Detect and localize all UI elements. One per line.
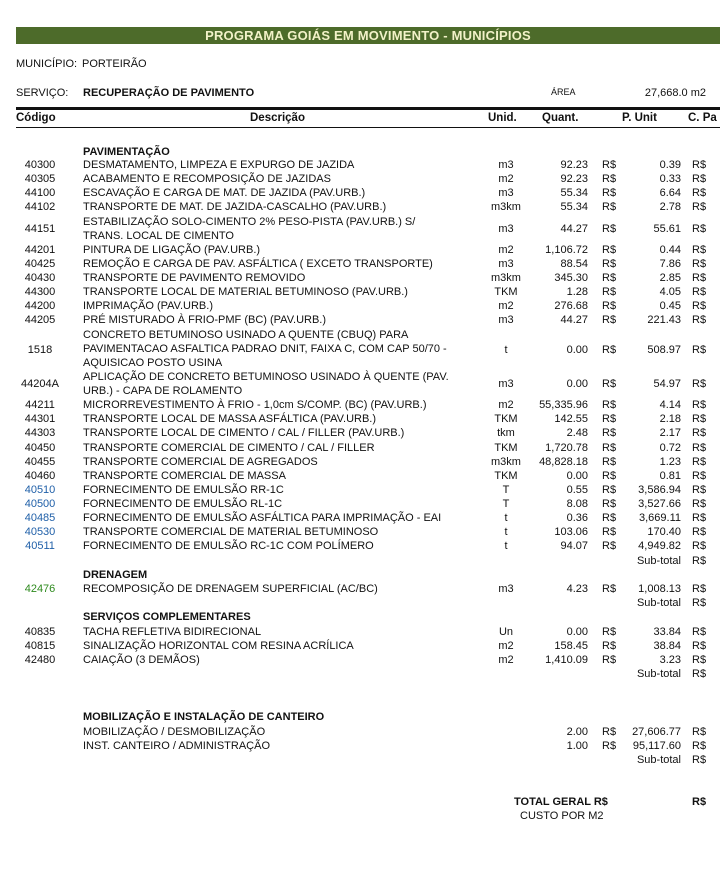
currency: R$: [692, 654, 707, 666]
item-unit: tkm: [497, 427, 515, 439]
currency: R$: [602, 654, 617, 666]
item-code: 44204A: [21, 378, 59, 390]
item-qty: 44.27: [560, 314, 588, 326]
currency: R$: [602, 413, 617, 425]
item-code: 40425: [24, 258, 56, 270]
item-desc: FORNECIMENTO DE EMULSÃO ASFÁLTICA PARA IMPRIMAÇÃO - EAI: [83, 512, 442, 524]
currency: R$: [602, 442, 617, 454]
subtotal-row: [0, 667, 720, 681]
table-row: [0, 625, 720, 639]
total-geral-label: TOTAL GERAL R$: [514, 796, 608, 808]
item-code: 44300: [24, 286, 56, 298]
item-desc: RECOMPOSIÇÃO DE DRENAGEM SUPERFICIAL (AC/BC): [83, 583, 378, 595]
item-desc: MICRORREVESTIMENTO À FRIO - 1,0cm S/COMP. (BC) (PAV.URB.): [83, 399, 427, 411]
item-unit: m3: [498, 223, 514, 235]
currency: R$: [692, 726, 707, 738]
currency: R$: [602, 526, 617, 538]
table-row: [0, 426, 720, 440]
currency: R$: [602, 314, 617, 326]
item-unit: TKM: [494, 470, 518, 482]
col-cpar: C. Pa: [688, 112, 717, 124]
item-code: 40510: [24, 484, 56, 496]
item-code: 40460: [24, 470, 56, 482]
currency: R$: [692, 300, 707, 312]
item-desc: IMPRIMAÇÃO (PAV.URB.): [83, 300, 213, 312]
currency: R$: [692, 583, 707, 595]
currency: R$: [692, 427, 707, 439]
table-row: [0, 215, 720, 243]
currency: R$: [692, 484, 707, 496]
item-unit: t: [504, 344, 508, 356]
currency: R$: [602, 272, 617, 284]
currency: R$: [692, 223, 707, 235]
currency: R$: [692, 314, 707, 326]
header-bottom-rule: [16, 127, 720, 128]
item-unit: m3km: [491, 272, 521, 284]
currency: R$: [692, 555, 707, 567]
item-price: 54.97: [653, 378, 681, 390]
currency: R$: [692, 258, 707, 270]
item-code: 40305: [24, 173, 56, 185]
item-qty: 44.27: [560, 223, 588, 235]
total-currency: R$: [692, 796, 707, 808]
item-desc: PRÉ MISTURADO À FRIO-PMF (BC) (PAV.URB.): [83, 314, 327, 326]
item-code: 44205: [24, 314, 56, 326]
currency: R$: [692, 378, 707, 390]
item-desc: TRANSPORTE COMERCIAL DE MASSA: [83, 470, 286, 482]
item-qty: 2.00: [566, 726, 588, 738]
table-row: [0, 158, 720, 172]
currency: R$: [602, 740, 617, 752]
item-desc: ACABAMENTO E RECOMPOSIÇÃO DE JAZIDAS: [83, 173, 331, 185]
col-unid: Unid.: [488, 112, 517, 124]
item-desc: ESCAVAÇÃO E CARGA DE MAT. DE JAZIDA (PAV.URB.): [83, 187, 366, 199]
item-qty: 1,106.72: [545, 244, 588, 256]
currency: R$: [602, 427, 617, 439]
item-price: 7.86: [659, 258, 681, 270]
item-desc: TRANSPORTE COMERCIAL DE AGREGADOS: [83, 456, 318, 468]
table-row: [0, 172, 720, 186]
item-qty: 276.68: [554, 300, 588, 312]
subtotal-label: Sub-total: [636, 555, 681, 567]
item-desc: APLICAÇÃO DE CONCRETO BETUMINOSO USINADO À QUENTE (PAV. URB.) - CAPA DE ROLAMENTO: [83, 371, 449, 397]
item-code: 40511: [25, 540, 55, 552]
item-desc: MOBILIZAÇÃO / DESMOBILIZAÇÃO: [83, 726, 266, 738]
currency: R$: [602, 378, 617, 390]
section-pavimentacao: PAVIMENTAÇÃO: [83, 146, 170, 158]
currency: R$: [602, 583, 617, 595]
item-unit: t: [504, 526, 508, 538]
col-descricao: Descrição: [250, 112, 305, 124]
item-code: 40815: [24, 640, 56, 652]
item-price: 0.81: [659, 470, 681, 482]
item-desc: REMOÇÃO E CARGA DE PAV. ASFÁLTICA ( EXCETO TRANSPORTE): [83, 258, 433, 270]
item-desc: FORNECIMENTO DE EMULSÃO RL-1C: [83, 498, 283, 510]
currency: R$: [692, 640, 707, 652]
item-price: 2.17: [659, 427, 681, 439]
currency: R$: [692, 668, 707, 680]
currency: R$: [602, 498, 617, 510]
custo-por-m2-label: CUSTO POR M2: [520, 810, 604, 822]
item-desc: TACHA REFLETIVA BIDIRECIONAL: [83, 626, 262, 638]
currency: R$: [692, 201, 707, 213]
item-price: 3,527.66: [638, 498, 681, 510]
currency: R$: [602, 470, 617, 482]
currency: R$: [602, 159, 617, 171]
table-row: [0, 370, 720, 398]
currency: R$: [602, 173, 617, 185]
currency: R$: [692, 626, 707, 638]
col-codigo: Código: [16, 112, 56, 124]
item-code: 44151: [24, 223, 56, 235]
item-desc: TRANSPORTE COMERCIAL DE CIMENTO / CAL / FILLER: [83, 442, 375, 454]
table-row: [0, 398, 720, 412]
item-code: 40530: [24, 526, 56, 538]
currency: R$: [692, 272, 707, 284]
item-qty: 88.54: [560, 258, 588, 270]
item-price: 95,117.60: [632, 740, 681, 752]
table-row: [0, 285, 720, 299]
item-code: 40485: [24, 512, 56, 524]
section-complementares: SERVIÇOS COMPLEMENTARES: [83, 611, 251, 623]
item-unit: m3: [498, 159, 514, 171]
currency: R$: [692, 470, 707, 482]
item-unit: T: [502, 498, 510, 510]
item-desc: TRANSPORTE LOCAL DE CIMENTO / CAL / FILLER (PAV.URB.): [83, 427, 405, 439]
subtotal-label: Sub-total: [636, 754, 681, 766]
table-row: [0, 725, 720, 739]
item-price: 221.43: [647, 314, 681, 326]
item-code: 42480: [24, 654, 56, 666]
currency: R$: [692, 413, 707, 425]
currency: R$: [602, 726, 617, 738]
item-unit: m3km: [491, 456, 521, 468]
currency: R$: [692, 244, 707, 256]
item-desc: INST. CANTEIRO / ADMINISTRAÇÃO: [83, 740, 271, 752]
item-desc: DESMATAMENTO, LIMPEZA E EXPURGO DE JAZIDA: [83, 159, 355, 171]
table-row: [0, 455, 720, 469]
table-row: [0, 582, 720, 596]
area-label: ÁREA: [551, 87, 576, 97]
item-code: 42476: [24, 583, 56, 595]
section-drenagem: DRENAGEM: [83, 569, 148, 581]
table-row: [0, 257, 720, 271]
currency: R$: [602, 512, 617, 524]
currency: R$: [692, 344, 707, 356]
item-price: 0.45: [659, 300, 681, 312]
item-price: 3.23: [659, 654, 681, 666]
section-mobilizacao: MOBILIZAÇÃO E INSTALAÇÃO DE CANTEIRO: [83, 711, 325, 723]
currency: R$: [692, 159, 707, 171]
item-price: 2.85: [659, 272, 681, 284]
item-price: 0.33: [659, 173, 681, 185]
item-price: 0.72: [659, 442, 681, 454]
currency: R$: [692, 512, 707, 524]
item-unit: T: [502, 484, 510, 496]
item-qty: 55.34: [560, 187, 588, 199]
currency: R$: [692, 540, 707, 552]
item-qty: 1.28: [566, 286, 588, 298]
item-qty: 92.23: [560, 159, 588, 171]
item-qty: 0.00: [566, 344, 588, 356]
item-qty: 55.34: [560, 201, 588, 213]
table-row: [0, 739, 720, 753]
item-unit: m2: [498, 173, 514, 185]
item-qty: 1,720.78: [545, 442, 588, 454]
item-price: 33.84: [653, 626, 681, 638]
table-row: [0, 313, 720, 327]
item-price: 170.40: [647, 526, 681, 538]
item-desc: SINALIZAÇÃO HORIZONTAL COM RESINA ACRÍLICA: [83, 640, 354, 652]
municipio-value: PORTEIRÃO: [82, 58, 147, 70]
item-code: 44211: [25, 399, 55, 411]
item-qty: 103.06: [554, 526, 588, 538]
currency: R$: [602, 201, 617, 213]
item-qty: 0.00: [566, 626, 588, 638]
item-desc: CAIAÇÃO (3 DEMÃOS): [83, 654, 200, 666]
col-quant: Quant.: [542, 112, 579, 124]
currency: R$: [602, 540, 617, 552]
item-desc: PINTURA DE LIGAÇÃO (PAV.URB.): [83, 244, 261, 256]
currency: R$: [602, 640, 617, 652]
item-code: 40500: [24, 498, 56, 510]
item-code: 44201: [24, 244, 56, 256]
currency: R$: [602, 286, 617, 298]
item-price: 2.78: [659, 201, 681, 213]
currency: R$: [692, 442, 707, 454]
item-price: 2.18: [659, 413, 681, 425]
item-unit: m3km: [491, 201, 521, 213]
subtotal-label: Sub-total: [636, 597, 681, 609]
table-row: [0, 271, 720, 285]
currency: R$: [602, 258, 617, 270]
item-qty: 2.48: [566, 427, 588, 439]
item-desc: FORNECIMENTO DE EMULSÃO RC-1C COM POLÍMERO: [83, 540, 374, 552]
item-price: 1,008.13: [638, 583, 681, 595]
currency: R$: [692, 399, 707, 411]
item-price: 4,949.82: [638, 540, 681, 552]
item-unit: m3: [498, 583, 514, 595]
item-qty: 158.45: [554, 640, 588, 652]
table-row: [0, 511, 720, 525]
currency: R$: [602, 187, 617, 199]
item-desc: TRANSPORTE DE PAVIMENTO REMOVIDO: [83, 272, 306, 284]
item-code: 44100: [24, 187, 56, 199]
item-qty: 345.30: [554, 272, 588, 284]
table-row: [0, 412, 720, 426]
currency: R$: [692, 456, 707, 468]
table-row: [0, 497, 720, 511]
item-unit: Un: [498, 626, 514, 638]
item-unit: m3: [498, 378, 514, 390]
item-desc: TRANSPORTE LOCAL DE MATERIAL BETUMINOSO (PAV.URB.): [83, 286, 408, 298]
area-value: 27,668.0 m2: [644, 87, 706, 99]
item-qty: 0.55: [566, 484, 588, 496]
currency: R$: [692, 173, 707, 185]
subtotal-row: [0, 753, 720, 767]
item-code: 1518: [27, 344, 53, 356]
item-price: 508.97: [647, 344, 681, 356]
item-unit: TKM: [494, 286, 518, 298]
currency: R$: [602, 484, 617, 496]
item-unit: m3: [498, 314, 514, 326]
item-price: 55.61: [653, 223, 681, 235]
item-desc: ESTABILIZAÇÃO SOLO-CIMENTO 2% PESO-PISTA (PAV.URB.) S/ TRANS. LOCAL DE CIMENTO: [83, 216, 416, 242]
currency: R$: [602, 626, 617, 638]
currency: R$: [692, 187, 707, 199]
servico-label: SERVIÇO:: [16, 87, 69, 99]
table-row: [0, 328, 720, 370]
item-price: 1.23: [659, 456, 681, 468]
item-unit: m3: [498, 258, 514, 270]
table-row: [0, 539, 720, 553]
item-qty: 142.55: [554, 413, 588, 425]
currency: R$: [692, 526, 707, 538]
item-qty: 0.00: [566, 470, 588, 482]
table-row: [0, 243, 720, 257]
item-code: 40300: [24, 159, 56, 171]
item-price: 4.14: [659, 399, 681, 411]
item-desc: FORNECIMENTO DE EMULSÃO RR-1C: [83, 484, 284, 496]
item-unit: m3: [498, 187, 514, 199]
table-row: [0, 469, 720, 483]
item-price: 38.84: [653, 640, 681, 652]
item-code: 40835: [24, 626, 56, 638]
item-code: 44102: [24, 201, 56, 213]
municipio-label: MUNICÍPIO:: [16, 58, 78, 70]
item-qty: 1.00: [566, 740, 588, 752]
item-price: 0.39: [659, 159, 681, 171]
item-price: 27,606.77: [632, 726, 681, 738]
subtotal-row: [0, 596, 720, 610]
item-unit: m2: [498, 654, 514, 666]
item-qty: 8.08: [566, 498, 588, 510]
item-code: 44301: [24, 413, 56, 425]
item-qty: 0.36: [566, 512, 588, 524]
table-row: [0, 186, 720, 200]
currency: R$: [602, 399, 617, 411]
item-code: 40450: [24, 442, 56, 454]
table-row: [0, 299, 720, 313]
table-row: [0, 200, 720, 214]
currency: R$: [602, 344, 617, 356]
item-price: 3,586.94: [638, 484, 681, 496]
item-unit: t: [504, 540, 508, 552]
item-code: 44303: [24, 427, 56, 439]
item-unit: t: [504, 512, 508, 524]
item-qty: 92.23: [560, 173, 588, 185]
item-desc: CONCRETO BETUMINOSO USINADO A QUENTE (CBUQ) PARA PAVIMENTACAO ASFALTICA PADRAO DNIT, FAIXA C, COM CAP 50/70 - AQUISICAO POSTO USINA: [83, 329, 447, 369]
currency: R$: [602, 223, 617, 235]
item-desc: TRANSPORTE LOCAL DE MASSA ASFÁLTICA (PAV.URB.): [83, 413, 377, 425]
item-price: 3,669.11: [638, 512, 681, 524]
table-row: [0, 441, 720, 455]
col-punit: P. Unit: [622, 112, 657, 124]
currency: R$: [602, 244, 617, 256]
subtotal-label: Sub-total: [636, 668, 681, 680]
item-unit: m2: [498, 300, 514, 312]
item-desc: TRANSPORTE COMERCIAL DE MATERIAL BETUMINOSO: [83, 526, 379, 538]
item-qty: 48,828.18: [539, 456, 588, 468]
currency: R$: [692, 286, 707, 298]
item-qty: 55,335.96: [539, 399, 588, 411]
subtotal-row: [0, 554, 720, 568]
item-code: 40455: [24, 456, 56, 468]
table-row: [0, 639, 720, 653]
item-price: 0.44: [659, 244, 681, 256]
servico-value: RECUPERAÇÃO DE PAVIMENTO: [83, 87, 255, 99]
item-unit: m2: [498, 399, 514, 411]
header-top-rule: [16, 107, 720, 110]
item-desc: TRANSPORTE DE MAT. DE JAZIDA-CASCALHO (PAV.URB.): [83, 201, 387, 213]
table-row: [0, 653, 720, 667]
item-code: 44200: [24, 300, 56, 312]
currency: R$: [692, 754, 707, 766]
table-row: [0, 483, 720, 497]
item-code: 40430: [24, 272, 56, 284]
currency: R$: [692, 597, 707, 609]
item-qty: 1,410.09: [545, 654, 588, 666]
item-unit: m2: [498, 244, 514, 256]
item-qty: 0.00: [566, 378, 588, 390]
item-price: 4.05: [659, 286, 681, 298]
currency: R$: [692, 740, 707, 752]
item-qty: 94.07: [560, 540, 588, 552]
table-row: [0, 525, 720, 539]
item-qty: 4.23: [566, 583, 588, 595]
report-title: PROGRAMA GOIÁS EM MOVIMENTO - MUNICÍPIOS: [16, 27, 720, 44]
item-unit: TKM: [494, 442, 518, 454]
item-price: 6.64: [659, 187, 681, 199]
item-unit: TKM: [494, 413, 518, 425]
item-unit: m2: [498, 640, 514, 652]
currency: R$: [602, 456, 617, 468]
currency: R$: [602, 300, 617, 312]
currency: R$: [692, 498, 707, 510]
